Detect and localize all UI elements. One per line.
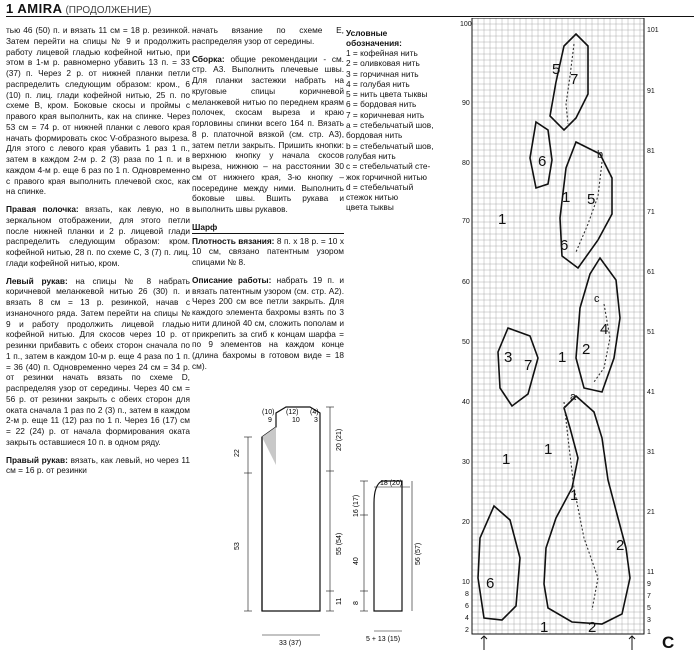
front-label-bottom: 33 (37) (279, 640, 302, 647)
motif-number: 1 (570, 487, 579, 504)
front-label-right-a: 20 (21) (336, 428, 343, 451)
row-number: 81 (647, 148, 655, 155)
motif-number: 7 (570, 71, 579, 88)
legend-item: цвета тыквы (346, 202, 394, 213)
left-sleeve-section (6, 276, 190, 448)
sleeve-label-left-b: 40 (353, 557, 360, 565)
row-number: 71 (647, 209, 655, 216)
legend-item: a = стебельчатый шов, (346, 120, 434, 131)
front-label-top1: (10) (262, 409, 275, 416)
row-number: 20 (462, 519, 470, 526)
front-label-top3: (4) (310, 409, 319, 416)
chart-bottom-arrows (481, 636, 635, 650)
motif-number: 2 (588, 619, 597, 636)
legend-item: b = стебельчатый шов, (346, 140, 434, 151)
right-front-heading: Правая полочка: (6, 204, 79, 214)
row-number: 50 (462, 339, 470, 346)
row-number: 30 (462, 459, 470, 466)
assembly-heading: Сборка: (192, 53, 225, 64)
row-number: 7 (647, 593, 651, 600)
legend-title-2: обозначения: (346, 38, 402, 48)
row-number: 10 (462, 579, 470, 586)
front-label-left-a: 22 (234, 449, 241, 457)
row-number: 60 (462, 279, 470, 286)
page-subtitle: (ПРОДОЛЖЕНИЕ) (65, 5, 152, 16)
sleeve-label-top: 18 (20) (380, 480, 403, 487)
row-numbers-right (647, 27, 659, 636)
legend-item: 6 = бордовая нить (346, 99, 417, 110)
knitting-chart (452, 18, 698, 654)
row-number: 6 (465, 603, 469, 610)
scarf-description-section (192, 275, 344, 372)
right-sleeve-heading: Правый рукав: (6, 454, 68, 465)
legend-title-1: Условные (346, 28, 388, 38)
legend-item: бордовая нить (346, 130, 403, 141)
left-sleeve-text: на спицы № 8 набрать коричневой меланжевой нитью 26 (30) п. и вязать 8 см = 13 р. резинкой, начав с изнаночного ряда. Затем перейти на спицы № 9 и работу продолжить лицевой гладью кофейной нитью. Для скосов через 10 р. от резинки прибавить с обеих сторон сначала по 1 п., затем в каждом 10-м р. еще 4 раза по 1 п. = 36 (40) п. Одновременно через 24 см = 34 р. от резинки начать вязать по схеме D, распределяя узор от середины. Через 40 см = 56 р. от резинки закрыть с обеих сторон для оката сначала 1 раз по 2 (3) п., затем в каждом 2-м р. еще 11 (12) раз по 1 п. Через 16 (17) см = 22 (24) р. от начала формирования оката закрыть оставшиеся 10 п. в одном ряду. (6, 275, 190, 447)
front-label-top6: 3 (314, 417, 318, 424)
gauge-heading: Плотность вязания: (192, 235, 275, 246)
legend-item: 3 = горчичная нить (346, 68, 419, 79)
motif-number: 6 (538, 153, 547, 170)
front-schematic (234, 405, 343, 647)
row-number: 70 (462, 218, 470, 225)
scarf-description-heading: Описание работы: (192, 274, 272, 285)
right-sleeve-text: вязать, как левый, но через 11 см = 16 р. от резинки (6, 454, 190, 476)
motif-number: 3 (504, 349, 513, 366)
front-left-text: тью 46 (50) п. и вязать 11 см = 18 р. резинкой. Затем перейти на спицы № 9 и продолжить работу лицевой гладью кофейной нитью, при этом в 1-м р. равномерно убавить 13 п. = 33 (37) п. Через 2 р. от нижней планки петли распределить следующим образом: кром., 6 (10) п. лиц. глади кофейной нитью, 25 п. по схеме В, кром. Боковые скосы и проймы с правого края выполнить, как на спинке. Через 53 см = 74 р. от нижней планки с левого края начать формировать скос V-образного выреза. Для этого с левого края убавить 1 раз 1 п., затем в каждом 2-м р. 2 (3) раза по 1 п. и в каждом 4-м р. еще 6 раз по 1 п. Одновременно с правого края выполнить плечевой скос, как на спинке. (6, 25, 190, 197)
legend-item: 5 = нить цвета тыквы (346, 89, 428, 100)
motif-letter: c (594, 293, 600, 305)
legend-item: d = стебельчатый (346, 181, 414, 192)
front-label-right-c: 11 (336, 597, 343, 605)
chart-corner-letter: C (662, 633, 675, 652)
row-number: 100 (460, 21, 472, 28)
legend-item: 1 = кофейная нить (346, 48, 418, 58)
row-number: 41 (647, 389, 655, 396)
scarf-heading: Шарф (192, 222, 344, 234)
row-number: 9 (647, 581, 651, 588)
front-label-left-b: 53 (234, 542, 241, 550)
text-column-2 (192, 25, 344, 379)
row-number: 51 (647, 329, 655, 336)
front-label-top2: (12) (286, 409, 299, 416)
assembly-section (192, 54, 344, 215)
sleeve-schematic (353, 480, 422, 643)
sleeve-label-left-c: 8 (353, 601, 360, 605)
row-number: 90 (462, 100, 470, 107)
row-number: 101 (647, 27, 659, 34)
sleeve-label-left-a: 16 (17) (353, 494, 360, 517)
sleeve-continued-text: начать вязание по схеме Е, распределяя узор от середины. (192, 25, 344, 46)
legend (346, 28, 451, 213)
motif-number: 1 (502, 451, 511, 468)
row-number: 21 (647, 509, 655, 516)
motif-number: 4 (600, 321, 609, 338)
text-column-1 (6, 25, 190, 483)
row-number: 61 (647, 269, 655, 276)
row-number: 8 (465, 591, 469, 598)
row-number: 91 (647, 88, 655, 95)
row-numbers-left (460, 21, 472, 634)
motif-number: 1 (562, 189, 571, 206)
motif-number: 6 (486, 575, 495, 592)
legend-item: голубая нить (346, 150, 396, 161)
legend-item: жок горчичной нитью (346, 171, 427, 182)
sleeve-label-right: 56 (57) (415, 542, 422, 565)
motif-number: 1 (540, 619, 549, 636)
motif-letter: a (570, 391, 577, 403)
row-number: 80 (462, 160, 470, 167)
motif-number: 2 (616, 537, 625, 554)
legend-item: 7 = коричневая нить (346, 109, 425, 120)
motif-number: 5 (587, 191, 596, 208)
garment-schematics (234, 405, 452, 655)
arrow-up-icon (629, 636, 635, 650)
row-number: 1 (647, 629, 651, 636)
motif-number: 6 (560, 237, 569, 254)
legend-item: c = стебельчатый сте- (346, 161, 431, 172)
row-number: 11 (647, 569, 655, 576)
right-front-text: вязать, как левую, но в зеркальном отображении, для этого петли после нижней планки и 2 р. лицевой глади распределить следующим образом: кром. кофейной нитью, 28 п. по схеме С, 3 (7) п. лиц. глади кофейной нитью, кром. (6, 204, 191, 268)
row-number: 5 (647, 605, 651, 612)
scarf-description-text: набрать 19 п. и вязать патентным узором (см. стр. А2). Через 200 см все петли закрыть. Для каждого элемента бахромы взять по 3 нити длиной 40 см, сложить пополам и прикрепить за сгиб к концам шарфа = по 9 элементов на каждом конце (длина бахромы в готовом виде = 18 см). (192, 274, 344, 371)
sleeve-outline (374, 481, 402, 611)
row-number: 3 (647, 617, 651, 624)
front-label-top5: 10 (292, 417, 300, 424)
motif-number: 7 (524, 357, 533, 374)
legend-item: 4 = голубая нить (346, 78, 410, 89)
row-number: 4 (465, 615, 469, 622)
legend-item: 2 = оливковая нить (346, 58, 420, 69)
sleeve-label-bottom: 5 + 13 (15) (366, 636, 401, 643)
gauge-section (192, 236, 344, 268)
page-title: 1 AMIRA (6, 1, 63, 16)
legend-item: стежок нитью (346, 192, 399, 203)
motif-number: 1 (544, 441, 553, 458)
page-header (6, 0, 694, 17)
gauge-text: 8 п. х 18 р. = 10 х 10 см, связано патентным узором спицами № 8. (192, 235, 344, 267)
row-number: 40 (462, 399, 470, 406)
front-label-top4: 9 (268, 417, 272, 424)
arrow-up-icon (481, 636, 487, 650)
assembly-text: общие рекомендации - см. стр. А3. Выполнить плечевые швы. Для планки застежки набрать на круговые спицы коричневой меланжевой нитью по переднем краям полочек, скосам выреза и краю горловины спинки всего 164 п. Вязать 8 р. платочной вязкой (см. стр. А3), затем петли закрыть. Пришить кнопки: верхнюю кнопку у начала скосов выреза, нижнюю – на расстоянии 30 см от нижнего края, 3-ю кнопку – посередине между ними. Выполнить боковые швы. Вшить рукава и выполнить швы рукавов. (192, 53, 344, 214)
row-number: 31 (647, 449, 655, 456)
front-label-right-b: 55 (54) (336, 532, 343, 555)
motif-letter: b (597, 149, 604, 161)
right-sleeve-section (6, 455, 190, 477)
motif-number: 2 (582, 341, 591, 358)
motif-number: 5 (552, 61, 561, 78)
motif-number: 1 (558, 349, 567, 366)
motif-number: 1 (498, 211, 507, 228)
row-number: 2 (465, 627, 469, 634)
right-front-section (6, 204, 190, 269)
left-sleeve-heading: Левый рукав: (6, 275, 68, 286)
